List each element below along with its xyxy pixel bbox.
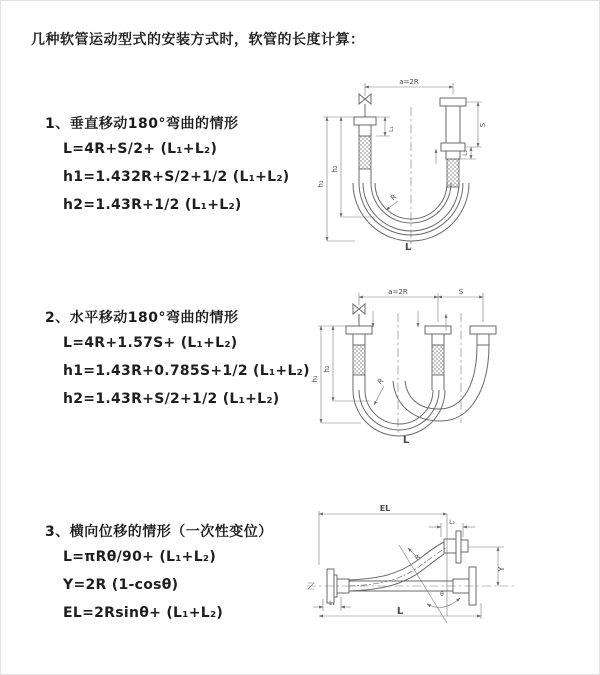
section-3-heading: 3、横向位移的情形（一次性变位） bbox=[45, 524, 273, 540]
diagram-vertical-180-bend bbox=[313, 69, 553, 259]
dim-label-el: EL bbox=[379, 504, 391, 513]
dim-label-theta: θ bbox=[440, 591, 444, 598]
braided-hose-section bbox=[359, 136, 371, 169]
dim-label-l: L bbox=[402, 435, 410, 446]
dim-label-l2: L₂ bbox=[462, 150, 469, 156]
formula-line: EL=2Rsinθ+ (L₁+L₂) bbox=[63, 605, 224, 621]
dim-label-l1: L₁ bbox=[329, 600, 335, 607]
dim-label-l1: L₁ bbox=[388, 126, 395, 132]
valve-icon bbox=[353, 304, 365, 314]
dim-label-l: L bbox=[396, 606, 404, 617]
dim-label-l2: L₂ bbox=[449, 519, 455, 526]
formula-line: L=4R+S/2+ (L₁+L₂) bbox=[63, 141, 218, 157]
dim-label-l: L bbox=[404, 242, 412, 253]
dim-label-r: R bbox=[389, 192, 399, 203]
section-2-heading: 2、水平移动180°弯曲的情形 bbox=[45, 310, 239, 326]
braided-hose-section bbox=[353, 345, 365, 375]
diagram-horizontal-180-bend bbox=[313, 283, 553, 448]
section-1-heading: 1、垂直移动180°弯曲的情形 bbox=[45, 116, 239, 132]
formula-line: h1=1.432R+S/2+1/2 (L₁+L₂) bbox=[63, 169, 290, 185]
dim-label-y: Y bbox=[497, 566, 506, 572]
formula-line: L=4R+1.57S+ (L₁+L₂) bbox=[63, 335, 238, 351]
formula-line: L=πRθ/90+ (L₁+L₂) bbox=[63, 549, 217, 565]
dim-label-r: R bbox=[376, 376, 386, 387]
page-title: 几种软管运动型式的安装方式时，软管的长度计算： bbox=[31, 32, 365, 48]
dim-label-s: S bbox=[458, 288, 464, 296]
diagram-lateral-displacement bbox=[301, 501, 600, 651]
dim-label-a2r: a=2R bbox=[399, 78, 419, 86]
dim-label-s: S bbox=[479, 122, 487, 128]
formula-line: Y=2R (1-cosθ) bbox=[63, 577, 179, 593]
dim-label-h2: h₂ bbox=[323, 365, 331, 373]
formula-line: h1=1.43R+0.785S+1/2 (L₁+L₂) bbox=[63, 363, 310, 379]
formula-line: h2=1.43R+S/2+1/2 (L₁+L₂) bbox=[63, 391, 280, 407]
dim-label-r: R bbox=[413, 552, 423, 563]
dim-label-a2r: a=2R bbox=[388, 288, 408, 296]
dim-label-h1: h₁ bbox=[311, 375, 319, 383]
dim-label-h2: h₂ bbox=[331, 165, 339, 173]
dim-label-h1: h₁ bbox=[317, 180, 325, 188]
formula-line: h2=1.43R+1/2 (L₁+L₂) bbox=[63, 197, 242, 213]
